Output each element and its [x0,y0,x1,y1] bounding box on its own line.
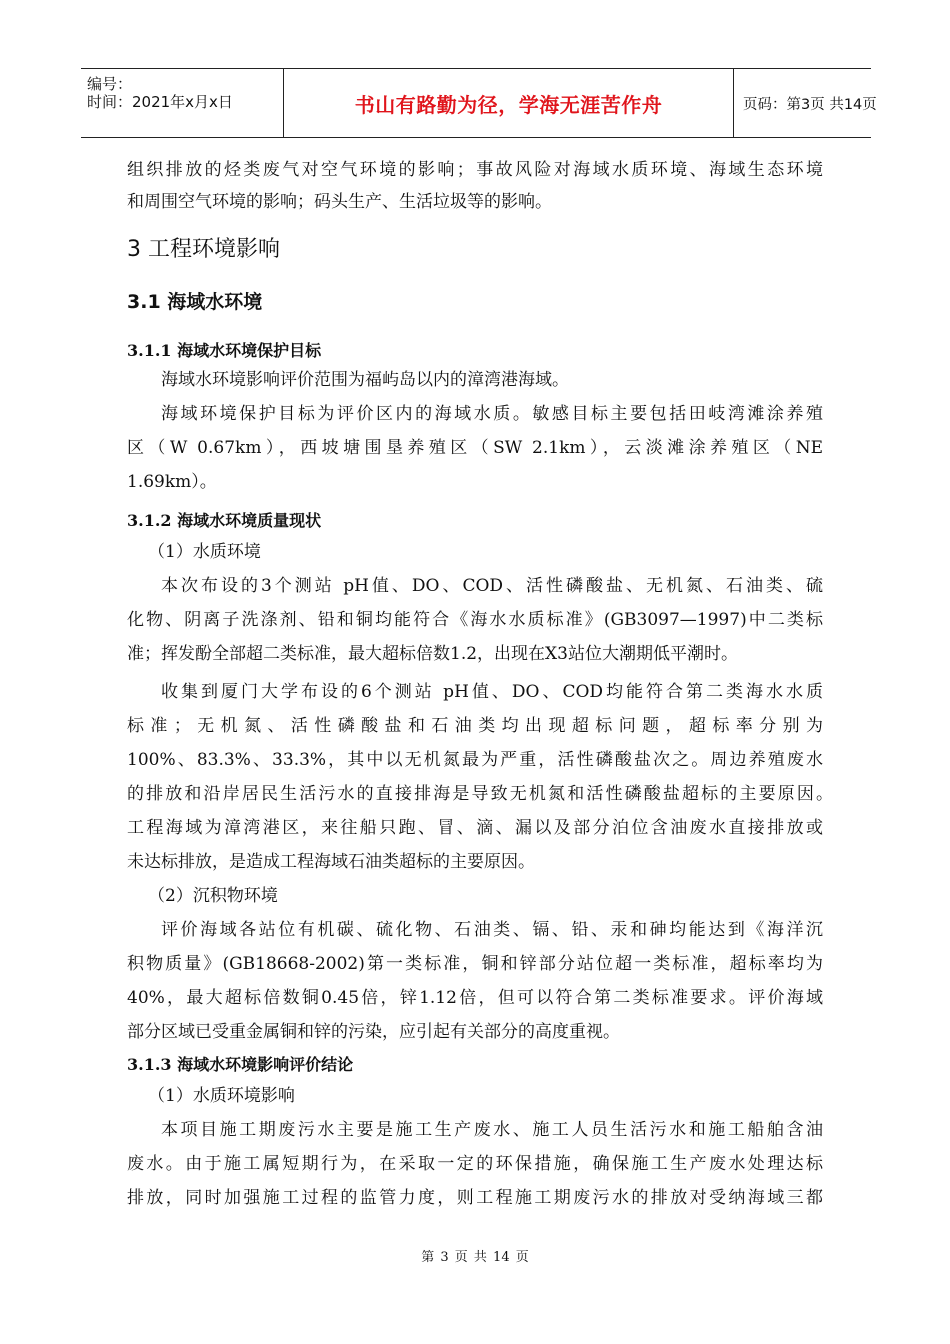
header-motto-cell [284,69,734,137]
subheading: （1）水质环境影响 [148,1086,295,1106]
paragraph-line: 海域水环境影响评价范围为福屿岛以内的漳湾港海域。 [161,370,569,390]
paragraph-line: 本项目施工期废污水主要是施工生产废水、施工人员生活污水和施工船舶含油 [161,1120,823,1140]
paragraph-line: 区（W 0.67km），西坡塘围垦养殖区（SW 2.1km），云淡滩涂养殖区（NE [127,438,823,458]
intro-line: 和周围空气环境的影响；码头生产、生活垃圾等的影响。 [127,192,552,212]
intro-line: 组织排放的烃类废气对空气环境的影响；事故风险对海域水质环境、海域生态环境 [127,160,823,180]
header-page-cell [734,69,877,137]
paragraph-line: 40%，最大超标倍数铜0.45倍，锌1.12倍，但可以符合第二类标准要求。评价海域 [127,988,823,1008]
paragraph-line: 收集到厦门大学布设的6个测站 pH值、DO、COD均能符合第二类海水水质 [161,682,823,702]
subheading: （2）沉积物环境 [148,886,278,906]
section-3-title: 3 工程环境影响 [127,237,280,262]
paragraph-line: 标准；无机氮、活性磷酸盐和石油类均出现超标问题，超标率分别为 [127,716,823,736]
paragraph-line: 排放，同时加强施工过程的监管力度，则工程施工期废污水的排放对受纳海域三都 [127,1188,823,1208]
paragraph-line: 准；挥发酚全部超二类标准，最大超标倍数1.2，出现在X3站位大潮期低平潮时。 [127,644,738,664]
paragraph-line: 废水。由于施工属短期行为，在采取一定的环保措施，确保施工生产废水处理达标 [127,1154,823,1174]
paragraph-line: 化物、阴离子洗涤剂、铅和铜均能符合《海水水质标准》(GB3097—1997)中二类标 [127,610,823,630]
paragraph-line: 1.69km）。 [127,472,217,492]
document-date-label: 时间：2021年x月x日 [87,93,233,111]
page-footer: 第 3 页 共 14 页 [421,1250,529,1265]
paragraph-line: 部分区域已受重金属铜和锌的污染，应引起有关部分的高度重视。 [127,1022,620,1042]
header-table [81,68,877,138]
paragraph-line: 积物质量》(GB18668-2002)第一类标准，铜和锌部分站位超一类标准，超标率均为 [127,954,823,974]
paragraph-line: 评价海域各站位有机碳、硫化物、石油类、镉、铅、汞和砷均能达到《海洋沉 [161,920,823,940]
section-3-1-1-title: 3.1.1 海域水环境保护目标 [127,341,322,360]
paragraph-line: 100%、83.3%、33.3%，其中以无机氮最为严重，活性磷酸盐次之。周边养殖废水 [127,750,823,770]
section-3-1-3-title: 3.1.3 海域水环境影响评价结论 [127,1055,354,1074]
header-motto: 书山有路勤为径，学海无涯苦作舟 [354,92,663,117]
subheading: （1）水质环境 [148,542,261,562]
section-3-1-2-title: 3.1.2 海域水环境质量现状 [127,511,322,530]
paragraph-line: 工程海域为漳湾港区，来往船只跑、冒、滴、漏以及部分泊位含油废水直接排放或 [127,818,823,838]
header-page-info: 页码：第3页 共14页 [743,96,877,113]
header-meta-cell [81,69,284,137]
section-3-1-title: 3.1 海域水环境 [127,291,263,313]
paragraph-line: 的排放和沿岸居民生活污水的直接排海是导致无机氮和活性磷酸盐超标的主要原因。 [127,784,833,804]
document-number-label: 编号： [87,75,133,93]
paragraph-line: 未达标排放，是造成工程海域石油类超标的主要原因。 [127,852,535,872]
paragraph-line: 本次布设的3个测站 pH值、DO、COD、活性磷酸盐、无机氮、石油类、硫 [161,576,823,596]
paragraph-line: 海域环境保护目标为评价区内的海域水质。敏感目标主要包括田岐湾滩涂养殖 [161,404,823,424]
